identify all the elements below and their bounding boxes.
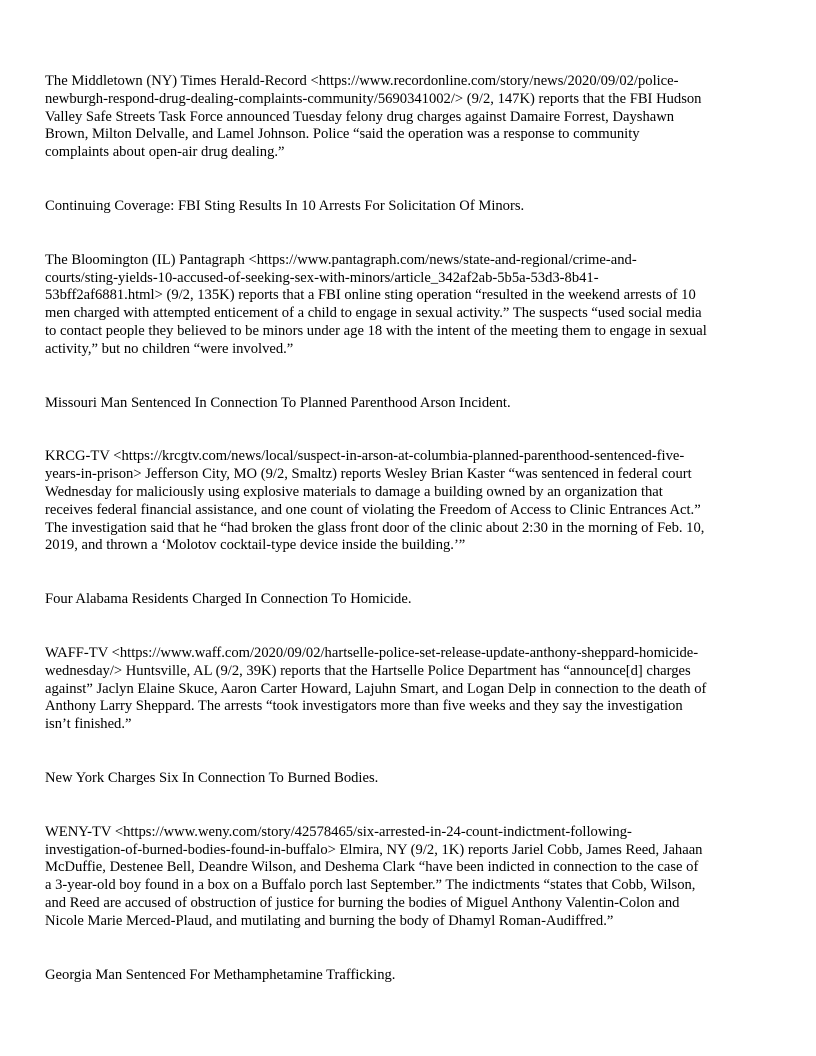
text-line: against” Jaclyn Elaine Skuce, Aaron Carter Howard, Lajuhn Smart, and Logan Delp in connection to the death of [45,680,707,697]
headline-fbi-sting [45,198,775,216]
article-paragraph-krcg [45,448,775,555]
headline-georgia-meth [45,967,775,985]
text-line: The Middletown (NY) Times Herald-Record <https://www.recordonline.com/story/news/2020/09/02/police- [45,73,679,89]
article-paragraph-times-herald-record [45,73,775,162]
text-line: men charged with attempted enticement of a child to engage in sexual activity.” The suspects “used social media [45,305,702,322]
headline-alabama-homicide [45,591,775,609]
text-line: Wednesday for maliciously using explosive materials to damage a building owned by an organization that [45,483,663,500]
text-line: activity,” but no children “were involved.” [45,340,294,357]
text-line: years-in-prison> Jefferson City, MO (9/2, Smaltz) reports Wesley Brian Kaster “was sentenced in federal court [45,466,692,483]
text-line: and Reed are accused of obstruction of justice for burning the bodies of Miguel Anthony Valentin-Colon and [45,894,680,911]
headline-text: Missouri Man Sentenced In Connection To Planned Parenthood Arson Incident. [45,394,511,411]
document-page [45,73,775,1020]
text-line: The Bloomington (IL) Pantagraph <https://www.pantagraph.com/news/state-and-regional/crime-and- [45,251,637,268]
article-paragraph-weny [45,824,775,931]
text-line: WAFF-TV <https://www.waff.com/2020/09/02/hartselle-police-set-release-update-anthony-sheppard-homicide- [45,644,699,661]
text-line: wednesday/> Huntsville, AL (9/2, 39K) reports that the Hartselle Police Department has “announce[d] charges [45,662,691,679]
text-line: Anthony Larry Sheppard. The arrests “took investigators more than five weeks and they say the investigation [45,698,683,715]
text-line: McDuffie, Destenee Bell, Deandre Wilson, and Deshema Clark “have been indicted in connection to the case of [45,859,699,876]
article-paragraph-pantagraph [45,252,775,359]
text-line: investigation-of-burned-bodies-found-in-buffalo> Elmira, NY (9/2, 1K) reports Jariel Cobb, James Reed, Jahaan [45,841,703,858]
headline-text: New York Charges Six In Connection To Burned Bodies. [45,769,379,786]
text-line: Nicole Marie Merced-Plaud, and mutilating and burning the body of Dhamyl Roman-Audiffred.” [45,912,614,929]
text-line: to contact people they believed to be minors under age 18 with the intent of the meeting them to engage in sexual [45,322,707,339]
headline-text: Four Alabama Residents Charged In Connection To Homicide. [45,591,412,608]
text-line: 53bff2af6881.html> (9/2, 135K) reports that a FBI online sting operation “resulted in the weekend arrests of 10 [45,287,696,304]
text-line: WENY-TV <https://www.weny.com/story/42578465/six-arrested-in-24-count-indictment-following- [45,823,632,840]
text-line: a 3-year-old boy found in a box on a Buffalo porch last September.” The indictments “states that Cobb, Wilson, [45,877,696,894]
text-line: Valley Safe Streets Task Force announced Tuesday felony drug charges against Damaire Forrest, Dayshawn [45,108,675,125]
text-line: 2019, and thrown a ‘Molotov cocktail-type device inside the building.’” [45,537,466,554]
text-line: receives federal financial assistance, and one count of violating the Freedom of Access to Clinic Entrances Act.” [45,501,701,518]
headline-text: Georgia Man Sentenced For Methamphetamine Trafficking. [45,966,396,983]
headline-new-york-burned-bodies [45,770,775,788]
headline-text: Continuing Coverage: FBI Sting Results In 10 Arrests For Solicitation Of Minors. [45,197,525,214]
text-line: newburgh-respond-drug-dealing-complaints-community/5690341002/> (9/2, 147K) reports that the FBI Hudson [45,90,702,107]
text-line: courts/sting-yields-10-accused-of-seeking-sex-with-minors/article_342af2ab-5b5a-53d3-8b41- [45,269,599,286]
headline-missouri-arson [45,395,775,413]
text-line: Brown, Milton Delvalle, and Lamel Johnson. Police “said the operation was a response to community [45,126,640,143]
article-paragraph-waff [45,645,775,734]
text-line: isn’t finished.” [45,716,132,733]
text-line: complaints about open-air drug dealing.” [45,144,285,161]
text-line: The investigation said that he “had broken the glass front door of the clinic about 2:30 in the morning of Feb. 10, [45,519,705,536]
text-line: KRCG-TV <https://krcgtv.com/news/local/suspect-in-arson-at-columbia-planned-parenthood-sentenced-five- [45,448,685,465]
